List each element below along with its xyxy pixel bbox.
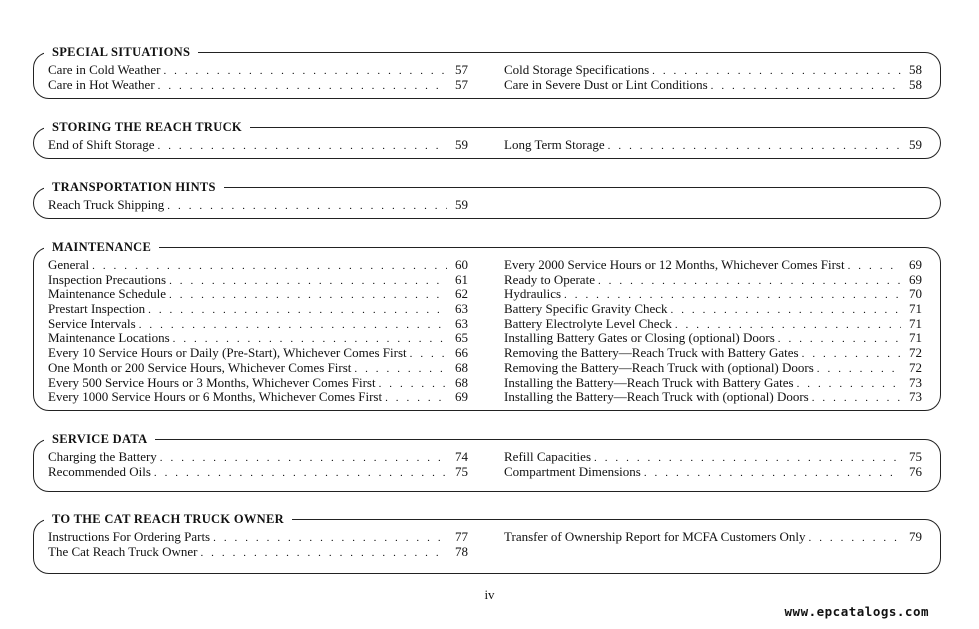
toc-entry[interactable] <box>48 450 468 465</box>
toc-entry-label: General <box>48 257 90 272</box>
toc-entry-label: Cold Storage Specifications <box>504 62 650 77</box>
toc-entry-page: 58 <box>909 76 922 92</box>
dot-leader <box>169 274 447 289</box>
toc-column-left <box>48 258 468 405</box>
toc-entry-label: Service Intervals <box>48 315 136 331</box>
toc-entry-page: 75 <box>909 449 922 464</box>
toc-entry[interactable] <box>504 331 922 346</box>
toc-entry-label: The Cat Reach Truck Owner <box>48 543 198 559</box>
toc-entry-page: 60 <box>455 257 468 272</box>
section-title: MAINTENANCE <box>44 238 159 256</box>
toc-entry[interactable] <box>48 302 468 317</box>
toc-entry[interactable] <box>48 63 468 78</box>
toc-section <box>33 180 941 219</box>
toc-entry-label: Battery Electrolyte Level Check <box>504 315 672 331</box>
toc-entry-page: 57 <box>455 76 468 92</box>
toc-column-right <box>504 63 922 92</box>
toc-entry[interactable] <box>48 545 468 560</box>
toc-entry[interactable] <box>48 530 468 545</box>
toc-entry-page: 69 <box>455 389 468 405</box>
toc-entry-page: 58 <box>909 62 922 77</box>
toc-entry-label: Prestart Inspection <box>48 301 146 317</box>
toc-entry-page: 73 <box>909 389 922 405</box>
toc-entry[interactable] <box>504 138 922 153</box>
toc-entry-page: 71 <box>909 330 922 346</box>
toc-entry-page: 72 <box>909 345 922 361</box>
toc-entry[interactable] <box>504 302 922 317</box>
toc-section <box>33 432 941 492</box>
toc-entry-label: Ready to Operate <box>504 271 595 287</box>
dot-leader <box>848 259 901 274</box>
toc-entry-page: 69 <box>909 257 922 272</box>
dot-leader <box>139 318 447 333</box>
toc-entry-page: 75 <box>455 463 468 479</box>
toc-entry-label: Recommended Oils <box>48 463 151 479</box>
toc-entry-page: 59 <box>909 137 922 152</box>
toc-entry-page: 78 <box>455 543 468 559</box>
toc-entry-label: Refill Capacities <box>504 449 592 464</box>
toc-entry[interactable] <box>504 465 922 480</box>
toc-entry[interactable] <box>48 273 468 288</box>
toc-entry-label: Transfer of Ownership Report for MCFA Customers Only <box>504 529 806 544</box>
toc-entry-page: 79 <box>909 529 922 544</box>
dot-leader <box>608 139 901 154</box>
toc-entry[interactable] <box>504 258 922 273</box>
toc-column-left <box>48 530 468 559</box>
toc-section <box>33 45 941 99</box>
section-title: SPECIAL SITUATIONS <box>44 43 198 61</box>
toc-entry-label: Care in Severe Dust or Lint Conditions <box>504 76 708 92</box>
toc-entry[interactable] <box>48 331 468 346</box>
dot-leader <box>817 362 901 377</box>
toc-entry-label: Every 2000 Service Hours or 12 Months, Whichever Comes First <box>504 257 845 272</box>
toc-entry-label: Care in Cold Weather <box>48 62 161 77</box>
toc-entry-label: Reach Truck Shipping <box>48 197 165 212</box>
toc-entry[interactable] <box>48 198 468 213</box>
toc-column-right <box>504 258 922 405</box>
toc-entry-page: 61 <box>455 271 468 287</box>
toc-entry-label: Maintenance Locations <box>48 330 170 346</box>
dot-leader <box>410 347 447 362</box>
toc-entry[interactable] <box>504 376 922 391</box>
toc-entry-label: Maintenance Schedule <box>48 286 167 302</box>
toc-column-left <box>48 138 468 153</box>
toc-entry[interactable] <box>48 376 468 391</box>
toc-entry-page: 74 <box>455 449 468 464</box>
toc-section <box>33 120 941 159</box>
toc-entry[interactable] <box>504 346 922 361</box>
toc-entry-label: Removing the Battery—Reach Truck with Battery Gates <box>504 345 799 361</box>
dot-leader <box>154 466 447 481</box>
toc-column-left <box>48 63 468 92</box>
toc-entry[interactable] <box>504 361 922 376</box>
dot-leader <box>385 391 447 406</box>
toc-entry[interactable] <box>48 361 468 376</box>
toc-entry[interactable] <box>504 287 922 302</box>
toc-entry-page: 63 <box>455 315 468 331</box>
toc-entry[interactable] <box>48 465 468 480</box>
toc-entry[interactable] <box>504 450 922 465</box>
toc-entry-label: Every 500 Service Hours or 3 Months, Whichever Comes First <box>48 374 376 390</box>
toc-entry[interactable] <box>504 317 922 332</box>
toc-entry-page: 59 <box>455 197 468 212</box>
toc-entry-label: Installing Battery Gates or Closing (optional) Doors <box>504 330 775 346</box>
dot-leader <box>200 546 447 561</box>
toc-entry-page: 70 <box>909 286 922 302</box>
toc-entry-page: 59 <box>455 137 468 152</box>
toc-entry-page: 76 <box>909 463 922 479</box>
dot-leader <box>169 288 447 303</box>
watermark-url: www.epcatalogs.com <box>784 604 929 619</box>
toc-entry-page: 68 <box>455 374 468 390</box>
toc-entry-label: Battery Specific Gravity Check <box>504 301 668 317</box>
dot-leader <box>379 377 447 392</box>
toc-entry-label: Charging the Battery <box>48 449 157 464</box>
toc-entry-page: 73 <box>909 374 922 390</box>
toc-entry[interactable] <box>48 258 468 273</box>
toc-section <box>33 240 941 411</box>
dot-leader <box>213 531 447 546</box>
toc-column-left <box>48 450 468 479</box>
toc-entry-label: Care in Hot Weather <box>48 76 155 92</box>
toc-entry-label: End of Shift Storage <box>48 137 155 152</box>
toc-entry-label: Installing the Battery—Reach Truck with (optional) Doors <box>504 389 809 405</box>
toc-entry-label: Instructions For Ordering Parts <box>48 529 211 544</box>
dot-leader <box>644 466 901 481</box>
toc-entry-label: Hydraulics <box>504 286 562 302</box>
toc-entry-page: 69 <box>909 271 922 287</box>
toc-entry-label: Compartment Dimensions <box>504 463 641 479</box>
toc-entry-page: 57 <box>455 62 468 77</box>
dot-leader <box>158 79 447 94</box>
toc-entry-page: 77 <box>455 529 468 544</box>
toc-entry[interactable] <box>504 273 922 288</box>
toc-entry-label: Removing the Battery—Reach Truck with (optional) Doors <box>504 359 814 375</box>
section-title: TRANSPORTATION HINTS <box>44 178 224 196</box>
section-title: TO THE CAT REACH TRUCK OWNER <box>44 510 292 528</box>
dot-leader <box>160 451 447 466</box>
toc-entry-label: Every 1000 Service Hours or 6 Months, Whichever Comes First <box>48 389 383 405</box>
toc-entry-page: 65 <box>455 330 468 346</box>
toc-entry[interactable] <box>48 138 468 153</box>
toc-entry[interactable] <box>48 78 468 93</box>
dot-leader <box>598 274 901 289</box>
toc-entry[interactable] <box>504 530 922 545</box>
toc-entry-page: 62 <box>455 286 468 302</box>
toc-entry-page: 71 <box>909 315 922 331</box>
dot-leader <box>148 303 447 318</box>
section-title: STORING THE REACH TRUCK <box>44 118 250 136</box>
dot-leader <box>809 531 901 546</box>
toc-column-right <box>504 138 922 153</box>
toc-entry-page: 71 <box>909 301 922 317</box>
toc-entry-label: Installing the Battery—Reach Truck with Battery Gates <box>504 374 794 390</box>
toc-entry-page: 68 <box>455 359 468 375</box>
dot-leader <box>158 139 447 154</box>
toc-entry-label: Long Term Storage <box>504 137 605 152</box>
section-title: SERVICE DATA <box>44 430 155 448</box>
toc-column-left <box>48 198 468 213</box>
toc-entry-label: Inspection Precautions <box>48 271 167 287</box>
toc-entry[interactable] <box>504 390 922 405</box>
toc-entry[interactable] <box>48 317 468 332</box>
dot-leader <box>671 303 901 318</box>
toc-entry-page: 72 <box>909 359 922 375</box>
dot-leader <box>163 64 447 79</box>
toc-entry-label: Every 10 Service Hours or Daily (Pre-Start), Whichever Comes First <box>48 345 407 361</box>
dot-leader <box>711 79 901 94</box>
toc-entry[interactable] <box>48 346 468 361</box>
toc-entry[interactable] <box>504 78 922 93</box>
toc-column-right <box>504 450 922 479</box>
toc-column-right <box>504 530 922 545</box>
toc-entry[interactable] <box>48 287 468 302</box>
dot-leader <box>797 377 901 392</box>
toc-section <box>33 512 941 574</box>
toc-entry-label: One Month or 200 Service Hours, Whichever Comes First <box>48 359 352 375</box>
page-number: iv <box>484 587 495 602</box>
dot-leader <box>812 391 901 406</box>
toc-entry[interactable] <box>48 390 468 405</box>
dot-leader <box>167 199 447 214</box>
toc-entry-page: 66 <box>455 345 468 361</box>
toc-entry-page: 63 <box>455 301 468 317</box>
toc-entry[interactable] <box>504 63 922 78</box>
dot-leader <box>802 347 901 362</box>
